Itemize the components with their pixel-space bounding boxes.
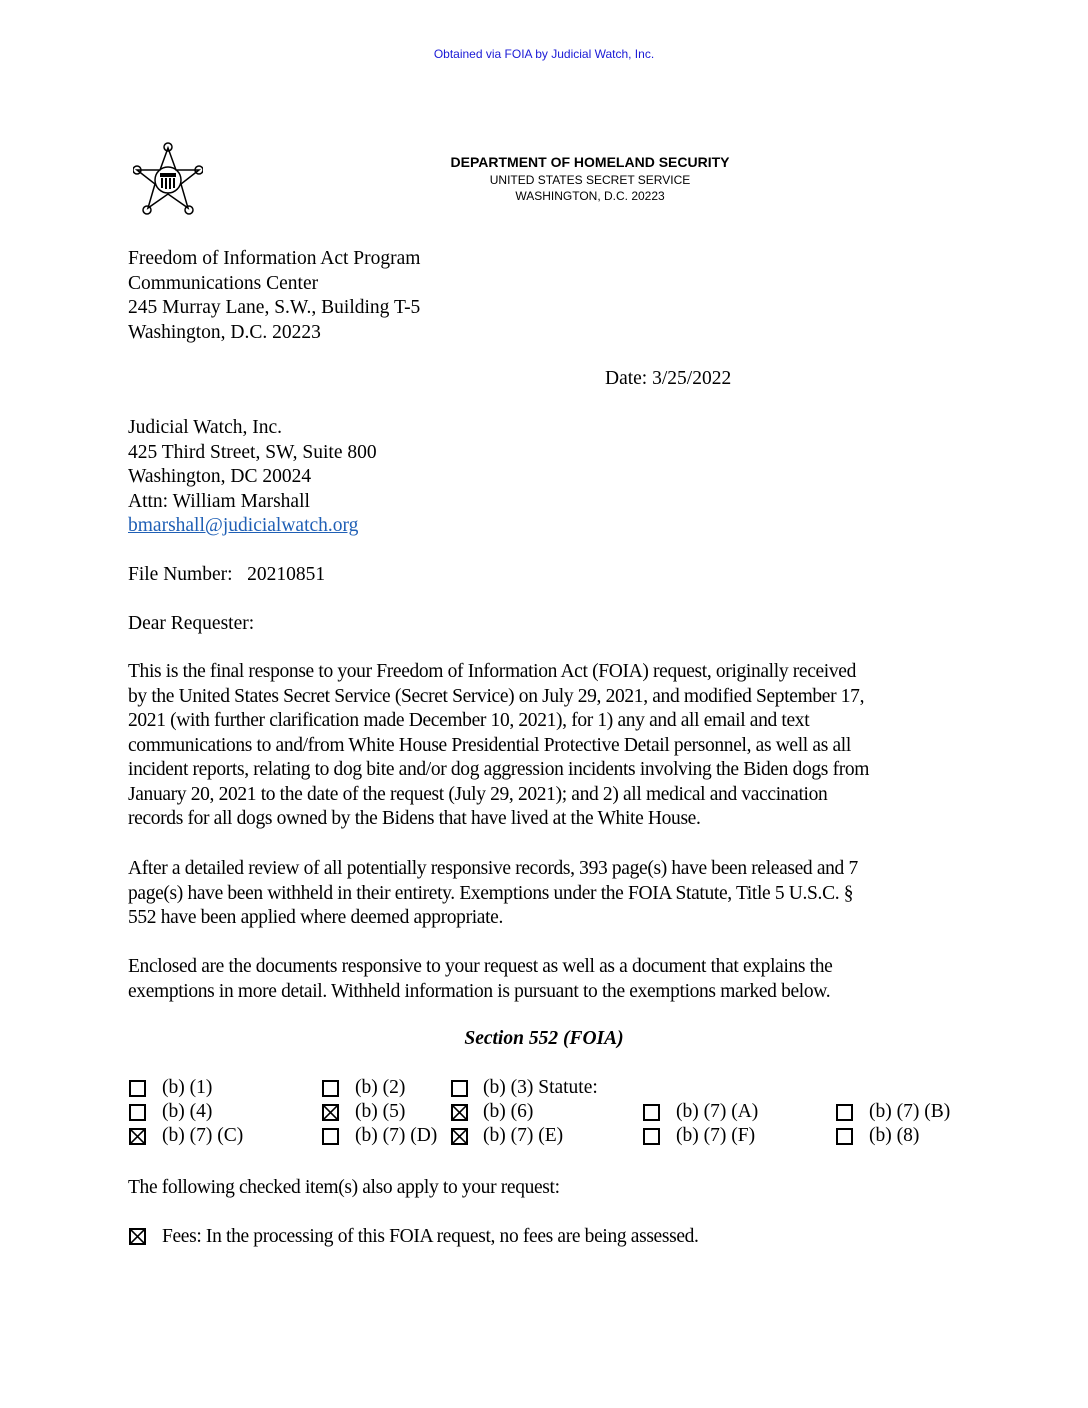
agency-location: WASHINGTON, D.C. 20223 (515, 189, 665, 203)
review-paragraph (128, 857, 958, 931)
also-apply-text: The following checked item(s) also apply to your request: (128, 1177, 560, 1198)
response-paragraph (128, 660, 958, 832)
fees-text: Fees: In the processing of this FOIA request, no fees are being assessed. (162, 1226, 699, 1247)
exemption-label: (b) (8) (869, 1125, 920, 1146)
exemption-checkbox-b7e[interactable] (451, 1128, 468, 1145)
exemption-checkbox-b4[interactable] (129, 1104, 146, 1121)
checked-x-icon (453, 1130, 466, 1143)
exemption-label: (b) (3) Statute: (483, 1077, 598, 1098)
checked-x-icon (324, 1106, 337, 1119)
sender-line: Communications Center (128, 272, 319, 294)
sender-line: Washington, D.C. 20223 (128, 321, 321, 343)
sender-address (128, 247, 420, 345)
recipient-line: Washington, DC 20024 (128, 466, 312, 487)
checked-x-icon (453, 1106, 466, 1119)
secret-service-star-seal-icon (133, 140, 203, 218)
exemption-label: (b) (7) (D) (355, 1125, 438, 1146)
checked-x-icon (131, 1230, 144, 1243)
paragraph-line: Enclosed are the documents responsive to your request as well as a document that explains the (128, 956, 833, 977)
letter-date: Date: 3/25/2022 (605, 368, 732, 389)
recipient-line: Attn: William Marshall (128, 490, 310, 512)
exemption-checkbox-b7b[interactable] (836, 1104, 853, 1121)
paragraph-line: page(s) have been withheld in their entirety. Exemptions under the FOIA Statute, Title 5 U.S.C. § (128, 882, 854, 904)
paragraph-line: communications to and/from White House Presidential Protective Detail personnel, as well as all (128, 734, 851, 756)
agency-name: DEPARTMENT OF HOMELAND SECURITY (450, 154, 730, 170)
exemption-checkbox-b7f[interactable] (643, 1128, 660, 1145)
paragraph-line: incident reports, relating to dog bite and/or dog aggression incidents involving the Biden dogs from (128, 759, 870, 780)
salutation: Dear Requester: (128, 613, 255, 634)
exemption-checkbox-b5[interactable] (322, 1104, 339, 1121)
file-number-value: 20210851 (247, 564, 326, 585)
exemption-checkbox-b6[interactable] (451, 1104, 468, 1121)
exemption-checkbox-b1[interactable] (129, 1080, 146, 1097)
sub-agency-name: UNITED STATES SECRET SERVICE (489, 173, 691, 187)
recipient-line: 425 Third Street, SW, Suite 800 (128, 441, 377, 463)
file-number-label: File Number: (128, 564, 233, 585)
exemption-checkbox-b3[interactable] (451, 1080, 468, 1097)
exemption-label: (b) (7) (A) (676, 1101, 759, 1122)
exemption-label: (b) (5) (355, 1101, 406, 1122)
exemption-label: (b) (7) (C) (162, 1125, 244, 1146)
sender-line: Freedom of Information Act Program (128, 248, 421, 269)
enclosed-paragraph (128, 955, 958, 1004)
exemption-checkbox-b7c[interactable] (129, 1128, 146, 1145)
exemption-checkbox-b2[interactable] (322, 1080, 339, 1097)
recipient-email-link[interactable]: bmarshall@judicialwatch.org (128, 515, 359, 536)
exemption-label: (b) (6) (483, 1101, 534, 1122)
paragraph-line: records for all dogs owned by the Bidens that have lived at the White House. (128, 808, 701, 829)
foia-watermark: Obtained via FOIA by Judicial Watch, Inc. (433, 47, 655, 61)
section-title: Section 552 (FOIA) (464, 1028, 624, 1049)
exemption-label: (b) (7) (B) (869, 1101, 951, 1122)
paragraph-line: After a detailed review of all potentially responsive records, 393 page(s) have been released and 7 (128, 858, 858, 879)
checked-x-icon (131, 1130, 144, 1143)
paragraph-line: January 20, 2021 to the date of the request (July 29, 2021); and 2) all medical and vaccination (128, 783, 828, 805)
fees-checkbox[interactable] (129, 1228, 146, 1245)
paragraph-line: This is the final response to your Freedom of Information Act (FOIA) request, originally received (128, 661, 856, 682)
paragraph-line: by the United States Secret Service (Secret Service) on July 29, 2021, and modified September 17, (128, 685, 865, 707)
paragraph-line: 552 have been applied where deemed appropriate. (128, 907, 503, 928)
exemption-label: (b) (1) (162, 1077, 213, 1098)
recipient-line: Judicial Watch, Inc. (128, 417, 283, 438)
exemption-checkbox-b7a[interactable] (643, 1104, 660, 1121)
paragraph-line: exemptions in more detail. Withheld information is pursuant to the exemptions marked below. (128, 980, 831, 1002)
exemption-checkbox-b7d[interactable] (322, 1128, 339, 1145)
paragraph-line: 2021 (with further clarification made December 10, 2021), for 1) any and all email and text (128, 710, 810, 731)
exemption-label: (b) (2) (355, 1077, 406, 1098)
exemption-label: (b) (7) (F) (676, 1125, 756, 1146)
exemption-label: (b) (7) (E) (483, 1125, 564, 1146)
exemption-label: (b) (4) (162, 1101, 213, 1122)
sender-line: 245 Murray Lane, S.W., Building T-5 (128, 297, 421, 318)
file-number (128, 563, 325, 588)
recipient-address (128, 416, 377, 539)
exemption-checkbox-b8[interactable] (836, 1128, 853, 1145)
